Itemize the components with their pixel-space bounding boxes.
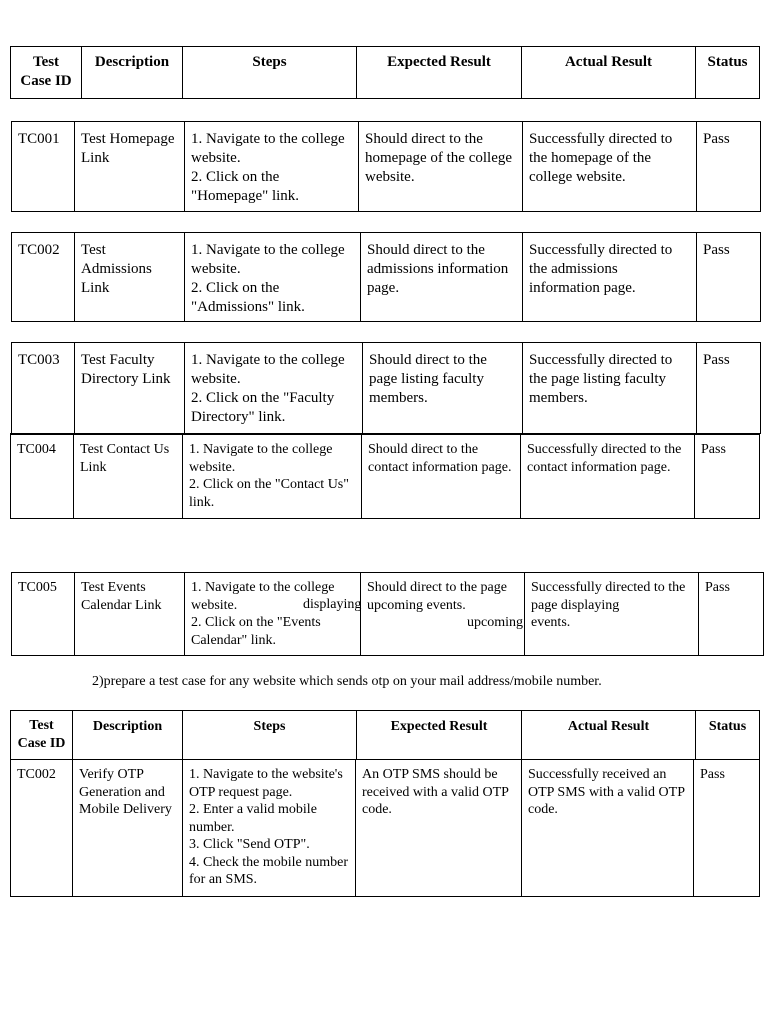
status-cell: Pass bbox=[697, 233, 761, 322]
test-description: Test Homepage Link bbox=[75, 122, 185, 212]
col-header-actual-result: Actual Result bbox=[522, 711, 696, 760]
step-line: 2. Enter a valid mobile number. bbox=[189, 802, 317, 835]
test-description: Verify OTP Generation and Mobile Delivery bbox=[73, 760, 183, 897]
step-line: 2. Click on the "Faculty Directory" link. bbox=[191, 390, 335, 425]
test-steps bbox=[183, 434, 362, 518]
step-line: 1. Navigate to the website's OTP request page. bbox=[189, 767, 343, 800]
step-line: 2. Click on the "Events Calendar" link. bbox=[191, 615, 321, 648]
status-cell: Pass bbox=[697, 343, 761, 434]
test-case-id: TC001 bbox=[12, 122, 75, 212]
col-header-description: Description bbox=[73, 711, 183, 760]
test-steps bbox=[185, 122, 359, 212]
step-line: 4. Check the mobile number for an SMS. bbox=[189, 854, 349, 887]
col-header-expected-result: Expected Result bbox=[357, 711, 522, 760]
col-header-expected-result: Expected Result bbox=[357, 47, 522, 99]
step-line: 1. Navigate to the college website. bbox=[191, 352, 345, 387]
step-line: 3. Click "Send OTP". bbox=[189, 837, 310, 852]
col-header-actual-result: Actual Result bbox=[522, 47, 696, 99]
col-header-status: Status bbox=[696, 47, 760, 99]
test-description: Test Events Calendar Link bbox=[75, 573, 185, 656]
status-cell: Pass bbox=[694, 760, 760, 897]
actual-result: Successfully directed to the admissions information page. bbox=[523, 233, 697, 322]
col-header-steps: Steps bbox=[183, 711, 357, 760]
col-header-test-case-id: Test Case ID bbox=[11, 47, 82, 99]
col-header-status: Status bbox=[696, 711, 760, 760]
status-cell: Pass bbox=[699, 573, 764, 656]
table-row bbox=[10, 433, 760, 519]
table-row bbox=[11, 232, 761, 322]
test-description: Test Contact Us Link bbox=[74, 434, 183, 518]
test-steps bbox=[183, 760, 356, 897]
expected-line: Should direct to the page bbox=[367, 580, 507, 595]
step-line: 2. Click on the "Admissions" link. bbox=[191, 280, 305, 315]
actual-result bbox=[525, 573, 699, 656]
step-line: 1. Navigate to the college website. bbox=[191, 131, 345, 166]
actual-result: Successfully directed to the page listing faculty members. bbox=[523, 343, 697, 434]
step-line: 1. Navigate to the college website. bbox=[189, 442, 333, 475]
expected-line: upcoming events. bbox=[367, 597, 466, 613]
col-header-steps: Steps bbox=[183, 47, 357, 99]
status-cell: Pass bbox=[695, 434, 760, 518]
header-table-1 bbox=[10, 46, 760, 99]
expected-result: Should direct to the contact information page. bbox=[362, 434, 521, 518]
test-steps bbox=[185, 573, 361, 656]
test-case-id: TC002 bbox=[12, 233, 75, 322]
actual-line: events. bbox=[531, 615, 571, 630]
actual-result: Successfully received an OTP SMS with a valid OTP code. bbox=[522, 760, 694, 897]
actual-line: Successfully directed to the page displaying bbox=[531, 580, 686, 613]
overflow-text: upcoming bbox=[467, 615, 523, 630]
status-cell: Pass bbox=[697, 122, 761, 212]
test-case-id: TC005 bbox=[12, 573, 75, 656]
test-description: Test Faculty Directory Link bbox=[75, 343, 185, 434]
section-caption: 2)prepare a test case for any website which sends otp on your mail address/mobile number. bbox=[92, 674, 602, 689]
test-description: Test Admissions Link bbox=[75, 233, 185, 322]
expected-result: An OTP SMS should be received with a valid OTP code. bbox=[356, 760, 522, 897]
actual-result: Successfully directed to the homepage of the college website. bbox=[523, 122, 697, 212]
table-row bbox=[11, 572, 764, 656]
test-case-id: TC004 bbox=[11, 434, 74, 518]
test-steps bbox=[185, 233, 361, 322]
table-row bbox=[11, 342, 761, 434]
col-header-description: Description bbox=[82, 47, 183, 99]
step-line: 1. Navigate to the college website. bbox=[191, 580, 335, 613]
test-case-id: TC003 bbox=[12, 343, 75, 434]
col-header-test-case-id: Test Case ID bbox=[11, 711, 73, 760]
overflow-text: displaying bbox=[303, 597, 362, 612]
step-line: 2. Click on the "Contact Us" link. bbox=[189, 477, 349, 510]
actual-result: Successfully directed to the contact information page. bbox=[521, 434, 695, 518]
test-case-id: TC002 bbox=[11, 760, 73, 897]
step-line: 2. Click on the "Homepage" link. bbox=[191, 169, 300, 204]
expected-result: Should direct to the admissions information page. bbox=[361, 233, 523, 322]
header-table-2 bbox=[10, 710, 760, 760]
expected-result: Should direct to the page listing faculty members. bbox=[363, 343, 523, 434]
step-line: 1. Navigate to the college website. bbox=[191, 242, 345, 277]
table-row bbox=[11, 121, 761, 212]
expected-result bbox=[361, 573, 525, 656]
expected-result: Should direct to the homepage of the college website. bbox=[359, 122, 523, 212]
test-steps bbox=[185, 343, 363, 434]
table-row bbox=[10, 759, 760, 897]
